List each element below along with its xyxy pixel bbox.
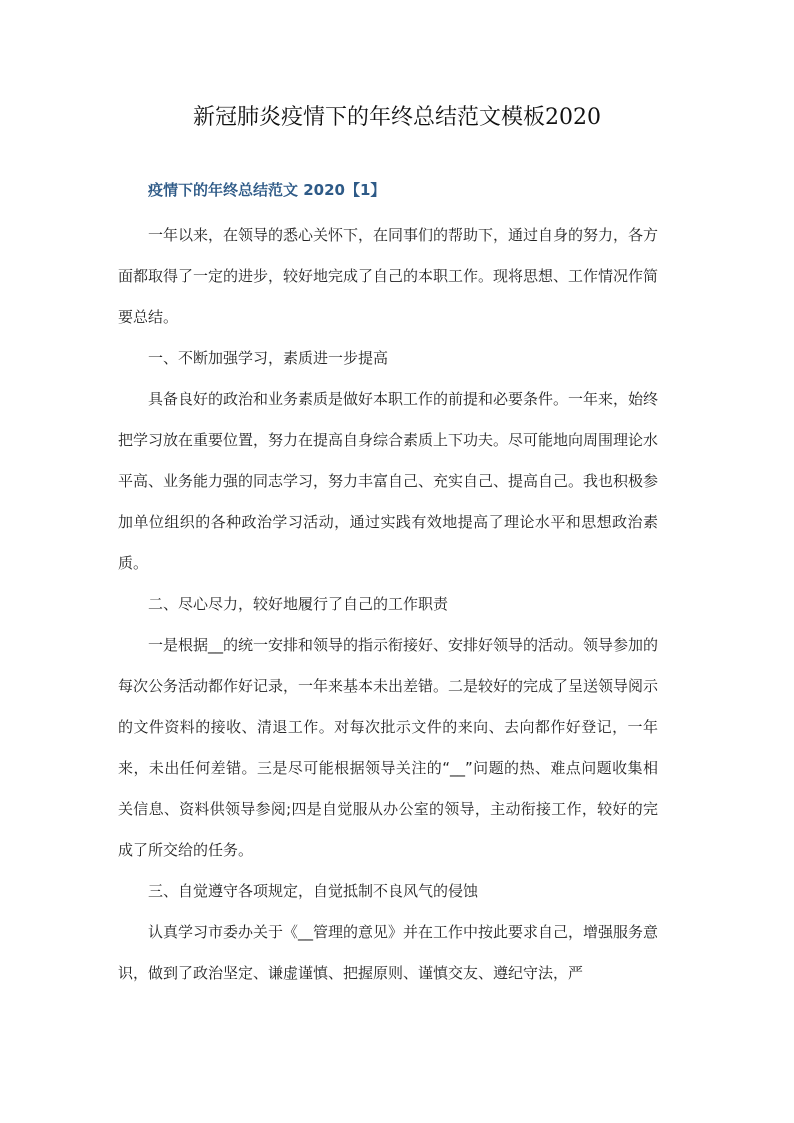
document-title: 新冠肺炎疫情下的年终总结范文模板2020 — [193, 105, 601, 130]
paragraph-study: 具备良好的政治和业务素质是做好本职工作的前提和必要条件。一年来，始终把学习放在重要位置，努力在提高自身综合素质上下功夫。尽可能地向周围理论水平高、业务能力强的同志学习，努力丰富自己、充实自己、提高自己。我也积极参加单位组织的各种政治学习活动，通过实践有效地提高了理论水平和思想政治素质。 — [118, 390, 659, 572]
paragraph-heading-3: 三、自觉遵守各项规定，自觉抵制不良风气的侵蚀 — [148, 882, 479, 900]
paragraph-duties: 一是根据__的统一安排和领导的指示衔接好、安排好领导的活动。领导参加的每次公务活动都作好记录，一年来基本未出差错。二是较好的完成了呈送领导阅示的文件资料的接收、清退工作。对每次批示文件的来向、去向都作好登记，一年来，未出任何差错。三是尽可能根据领导关注的“__”问题的热、难点问题收集相关信息、资料供领导参阅;四是自觉服从办公室的领导，主动衔接工作，较好的完成了所交给的任务。 — [118, 636, 659, 859]
paragraph-heading-2: 二、尽心尽力，较好地履行了自己的工作职责 — [148, 595, 449, 613]
paragraph-heading-1: 一、不断加强学习，素质进一步提高 — [148, 349, 389, 367]
paragraph-intro: 一年以来，在领导的悉心关怀下，在同事们的帮助下，通过自身的努力，各方面都取得了一定的进步，较好地完成了自己的本职工作。现将思想、工作情况作简要总结。 — [118, 226, 659, 326]
section-heading: 疫情下的年终总结范文 2020【1】 — [148, 181, 386, 199]
document-body — [118, 215, 658, 994]
paragraph-rules: 认真学习市委办关于《__管理的意见》并在工作中按此要求自己，增强服务意识，做到了政治坚定、谦虚谨慎、把握原则、谨慎交友、遵纪守法，严 — [118, 923, 659, 982]
